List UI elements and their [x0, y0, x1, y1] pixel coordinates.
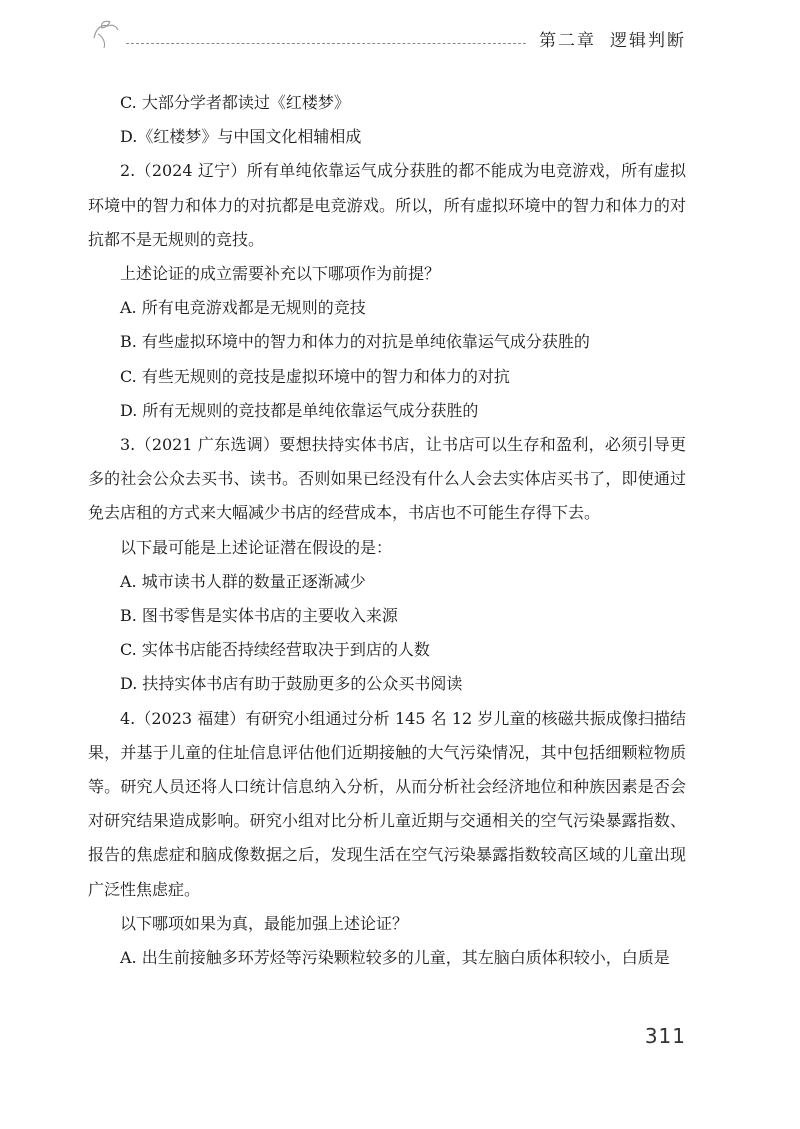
- question-prompt: 以下最可能是上述论证潜在假设的是：: [120, 537, 393, 557]
- header-rule: [126, 43, 526, 44]
- question-stem: 4.（2023 福建）有研究小组通过分析 145 名 12 岁儿童的核磁共振成像扫描结果，并基于儿童的住址信息评估他们近期接触的大气污染情况，其中包括细颗粒物质等。研究人员还将人口统计信息纳入分析，从而分析社会经济地位和种族因素是否会对研究结果造成影响。研究小组对比分析儿童近期与交通相关的空气污染暴露指数、报告的焦虑症和脑成像数据之后，发现生活在空气污染暴露指数较高区域的儿童出现广泛性焦虑症。: [88, 708, 686, 899]
- option-item: C. 实体书店能否持续经营取决于到店的人数: [120, 640, 430, 660]
- page-body: [88, 86, 686, 975]
- option-item: C. 大部分学者都读过《红楼梦》: [120, 93, 350, 112]
- option-item: A. 城市读书人群的数量正逐渐减少: [120, 571, 366, 591]
- chapter-number: 第二章: [539, 31, 596, 51]
- question-prompt: 以下哪项如果为真，最能加强上述论证？: [120, 913, 409, 933]
- page-number: 311: [644, 1024, 686, 1048]
- question-stem: 2.（2024 辽宁）所有单纯依靠运气成分获胜的都不能成为电竞游戏，所有虚拟环境中的智力和体力的对抗都是电竞游戏。所以，所有虚拟环境中的智力和体力的对抗都不是无规则的竞技。: [88, 161, 686, 249]
- question-stem: 3.（2021 广东选调）要想扶持实体书店，让书店可以生存和盈利，必须引导更多的社会公众去买书、读书。否则如果已经没有什么人会去实体店买书了，即使通过免去店租的方式来大幅减少书店的经营成本，书店也不可能生存得下去。: [88, 435, 686, 523]
- question-prompt: 上述论证的成立需要补充以下哪项作为前提？: [120, 264, 441, 284]
- option-item: D.《红楼梦》与中国文化相辅相成: [120, 127, 362, 147]
- option-item: D. 扶持实体书店有助于鼓励更多的公众买书阅读: [120, 674, 463, 694]
- chapter-title: [539, 26, 686, 51]
- section-title: 逻辑判断: [610, 31, 686, 51]
- option-item: A. 出生前接触多环芳烃等污染颗粒较多的儿童，其左脑白质体积较小，白质是: [120, 948, 670, 968]
- option-item: A. 所有电竞游戏都是无规则的竞技: [120, 298, 366, 318]
- option-item: B. 图书零售是实体书店的主要收入来源: [120, 606, 398, 626]
- leaf-logo-icon: [88, 16, 122, 50]
- option-item: C. 有些无规则的竞技是虚拟环境中的智力和体力的对抗: [120, 366, 510, 386]
- option-item: D. 所有无规则的竞技都是单纯依靠运气成分获胜的: [120, 400, 479, 420]
- option-item: B. 有些虚拟环境中的智力和体力的对抗是单纯依靠运气成分获胜的: [120, 332, 590, 352]
- running-header: [88, 16, 686, 56]
